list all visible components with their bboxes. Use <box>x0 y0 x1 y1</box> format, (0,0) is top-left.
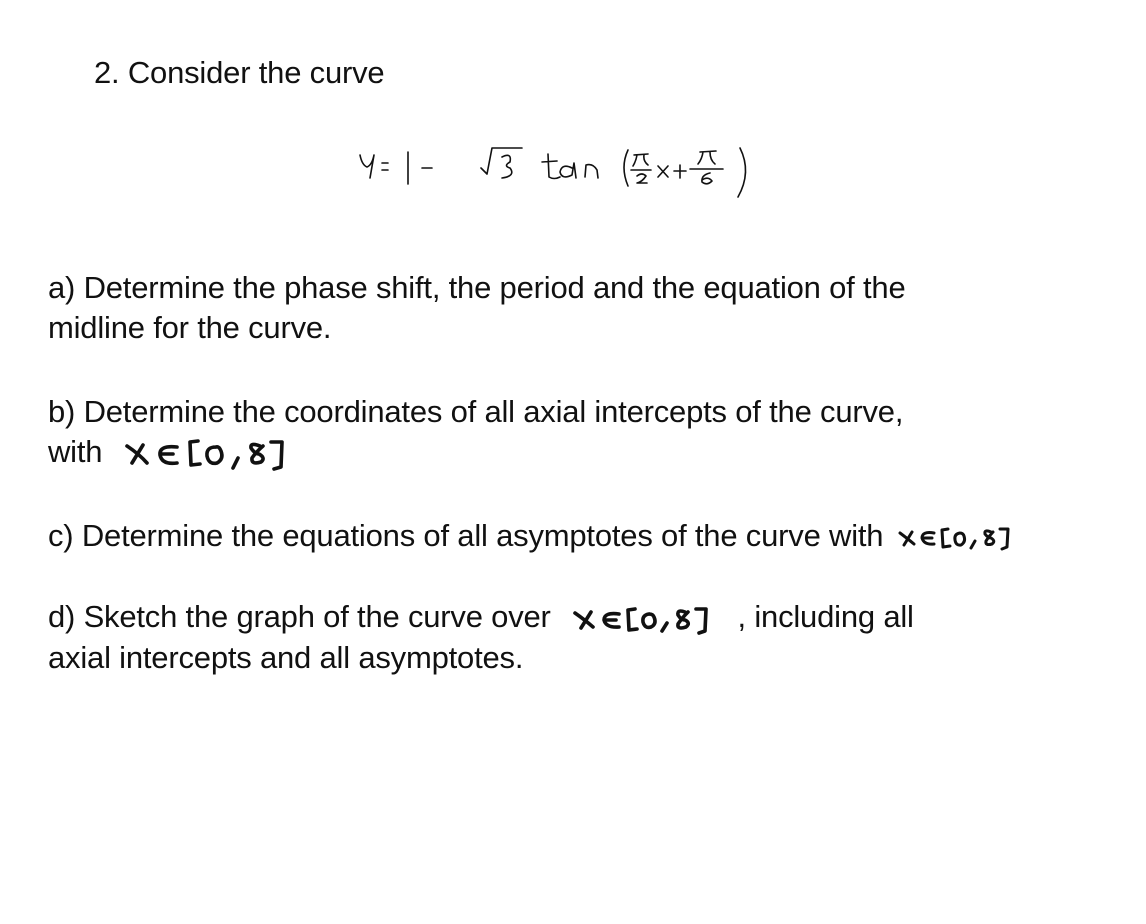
part-c-text: c) Determine the equations of all asymptotes of the curve with <box>48 518 884 553</box>
part-b-domain-handwritten <box>117 434 317 474</box>
handwritten-equation <box>350 130 770 210</box>
problem-heading: 2. Consider the curve <box>94 55 385 90</box>
part-d-line-1 <box>48 597 914 639</box>
part-d-domain-handwritten <box>569 599 729 639</box>
part-a-line-1: a) Determine the phase shift, the period and the equation of the <box>48 270 906 305</box>
part-c-domain-handwritten <box>894 518 1034 558</box>
part-d-text-suffix: , including all <box>737 599 914 634</box>
part-b-with-label: with <box>48 434 103 469</box>
part-c-line-1 <box>48 516 1034 558</box>
part-a-line-2: midline for the curve. <box>48 310 332 345</box>
part-d-line-2: axial intercepts and all asymptotes. <box>48 640 524 675</box>
part-b-line-2 <box>48 432 317 474</box>
part-d-text-prefix: d) Sketch the graph of the curve over <box>48 599 551 634</box>
part-b-line-1: b) Determine the coordinates of all axial intercepts of the curve, <box>48 394 904 429</box>
